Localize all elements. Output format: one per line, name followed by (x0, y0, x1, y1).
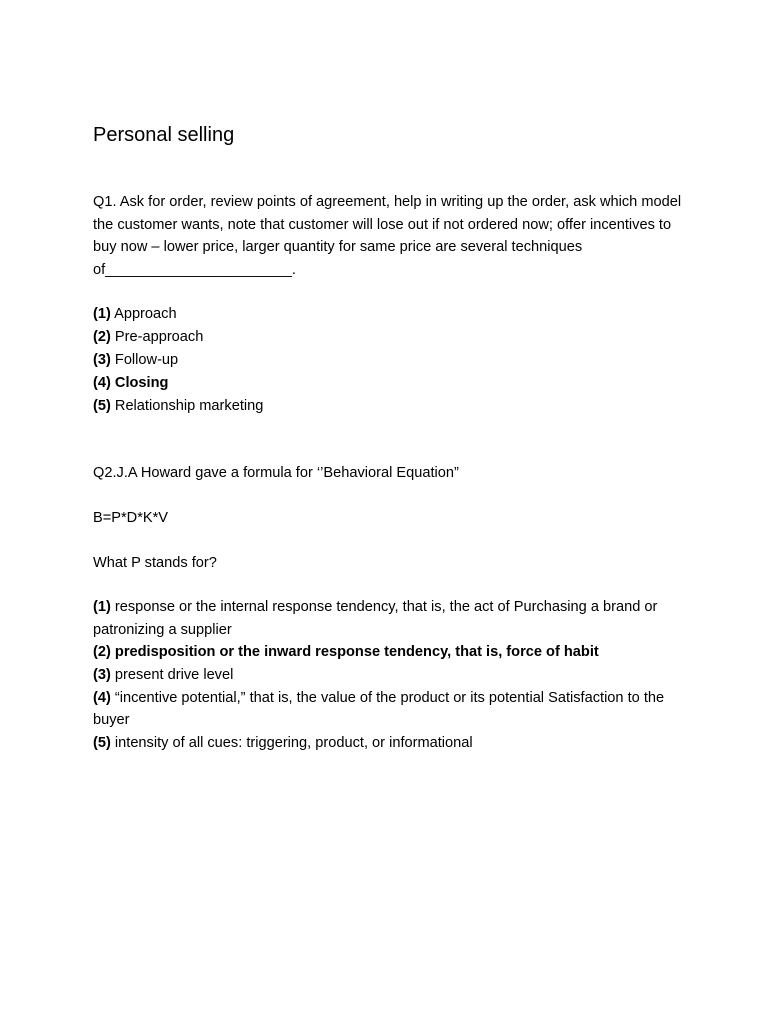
question-2-formula: B=P*D*K*V (93, 509, 169, 526)
q2-option-3-text: present drive level (114, 666, 234, 683)
q1-option-3-number: (3) (93, 351, 111, 368)
q1-option-4 (93, 372, 683, 395)
question-2-options (93, 596, 683, 754)
q2-option-4-number: (4) (93, 689, 111, 706)
q2-option-3-number: (3) (93, 666, 111, 683)
q1-option-5-number: (5) (93, 397, 111, 414)
q1-option-2 (93, 326, 683, 349)
q1-option-3-text: Follow-up (114, 351, 179, 368)
q2-option-1 (93, 596, 683, 641)
q2-option-4 (93, 687, 683, 732)
document-content (93, 122, 683, 754)
q1-option-4-text: Closing (114, 374, 169, 391)
q2-option-2-number: (2) (93, 644, 111, 661)
q1-option-1-text: Approach (114, 306, 177, 323)
q1-option-1 (93, 303, 683, 326)
q1-option-5-text: Relationship marketing (114, 397, 264, 414)
q1-option-2-number: (2) (93, 329, 111, 346)
q1-option-4-number: (4) (93, 374, 111, 391)
q2-option-4-text: “incentive potential,” that is, the value of the product or its potential Satisfaction to the buyer (93, 689, 665, 729)
q1-option-5 (93, 395, 683, 418)
q2-option-3 (93, 664, 683, 687)
q2-option-5 (93, 732, 683, 755)
page-title: Personal selling (93, 124, 235, 146)
question-2-text: Q2.J.A Howard gave a formula for ‘’Behavioral Equation” (93, 465, 459, 482)
q1-option-3 (93, 349, 683, 372)
q2-option-1-text: response or the internal response tendency, that is, the act of Purchasing a brand or patronizing a supplier (93, 599, 658, 638)
q2-option-5-text: intensity of all cues: triggering, product, or informational (114, 734, 473, 751)
q2-option-5-number: (5) (93, 734, 111, 751)
q2-option-2 (93, 641, 683, 664)
question-2-prompt: What P stands for? (93, 554, 217, 571)
q2-option-2-text: predisposition or the inward response tendency, that is, force of habit (114, 644, 599, 661)
q1-option-1-number: (1) (93, 306, 111, 323)
q2-option-1-number: (1) (93, 599, 111, 616)
question-1-options (93, 303, 683, 417)
q1-option-2-text: Pre-approach (114, 329, 204, 346)
question-1-text: Q1. Ask for order, review points of agreement, help in writing up the order, ask which model the customer wants, note that customer will lose out if not ordered now; offer incentives to buy now – lower price, larger quantity for same price are several techniques of_______________________. (93, 194, 682, 278)
